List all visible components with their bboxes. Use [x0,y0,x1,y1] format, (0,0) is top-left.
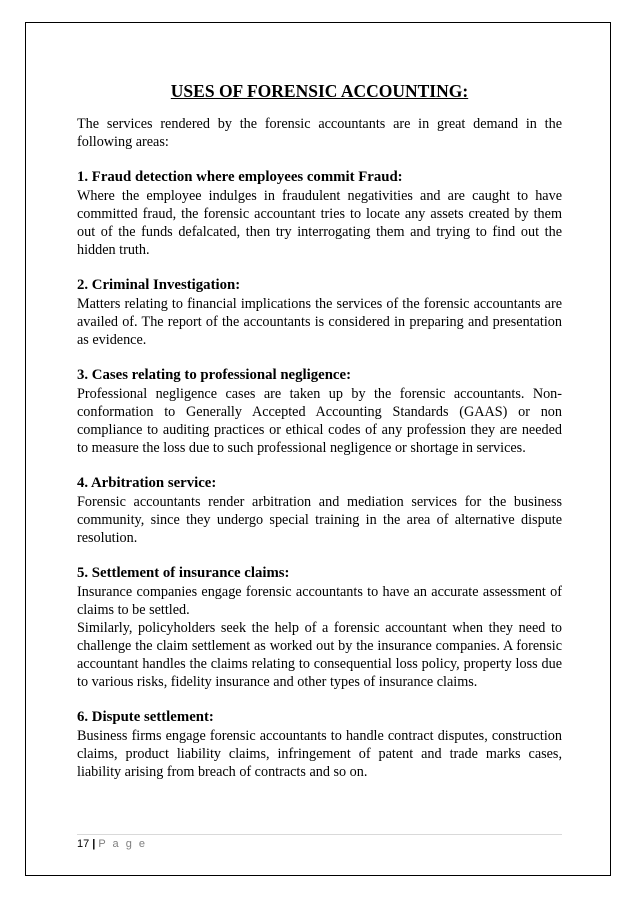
section-paragraph: Forensic accountants render arbitration and mediation services for the business community, since they undergo special training in the area of alternative dispute resolution. [77,494,562,546]
section-criminal-investigation [77,276,562,349]
section-paragraph: Similarly, policyholders seek the help of a forensic accountant when they need to challenge the claim settlement as worked out by the insurance companies. A forensic accountant handles the claims relating to consequential loss policy, property loss due to various risks, fidelity insurance and other types of insurance claims. [77,620,562,690]
section-heading: 6. Dispute settlement: [77,709,214,725]
section-heading: 1. Fraud detection where employees commit Fraud: [77,169,403,185]
section-dispute-settlement [77,708,562,781]
section-paragraph: Matters relating to financial implications the services of the forensic accountants are availed of. The report of the accountants is considered in preparing and presentation as evidence. [77,296,562,348]
section-insurance-claims [77,564,562,691]
document-body [77,80,562,781]
section-heading: 4. Arbitration service: [77,475,217,491]
intro-paragraph: The services rendered by the forensic accountants are in great demand in the following areas: [77,116,562,150]
intro-block [77,115,562,151]
section-heading: 5. Settlement of insurance claims: [77,565,290,581]
section-heading: 3. Cases relating to professional negligence: [77,367,351,383]
section-paragraph: Business firms engage forensic accountants to handle contract disputes, construction claims, product liability claims, infringement of patent and trade marks cases, liability arising from breach of contracts and so on. [77,728,562,780]
page-label: P a g e [98,838,147,850]
section-heading: 2. Criminal Investigation: [77,277,241,293]
section-arbitration-service [77,474,562,547]
page-number: 17 [77,838,90,850]
section-paragraph: Where the employee indulges in fraudulent negativities and are caught to have committed fraud, the forensic accountant tries to locate any assets created by them out of the funds defalcated, then try interrogating them and trying to find out the hidden truth. [77,188,562,258]
section-paragraph: Professional negligence cases are taken up by the forensic accountants. Non-conformation to Generally Accepted Accounting Standards (GAAS) or non compliance to auditing practices or ethical codes of any profession they are needed to measure the loss due to such professional negligence or shortage in services. [77,386,562,456]
page-title: USES OF FORENSIC ACCOUNTING: [170,81,469,101]
section-professional-negligence [77,366,562,457]
page-footer [77,838,147,850]
footer-divider [77,834,562,835]
footer-separator: | [92,838,96,850]
section-paragraph: Insurance companies engage forensic accountants to have an accurate assessment of claims to be settled. [77,584,562,618]
section-fraud-detection [77,168,562,259]
